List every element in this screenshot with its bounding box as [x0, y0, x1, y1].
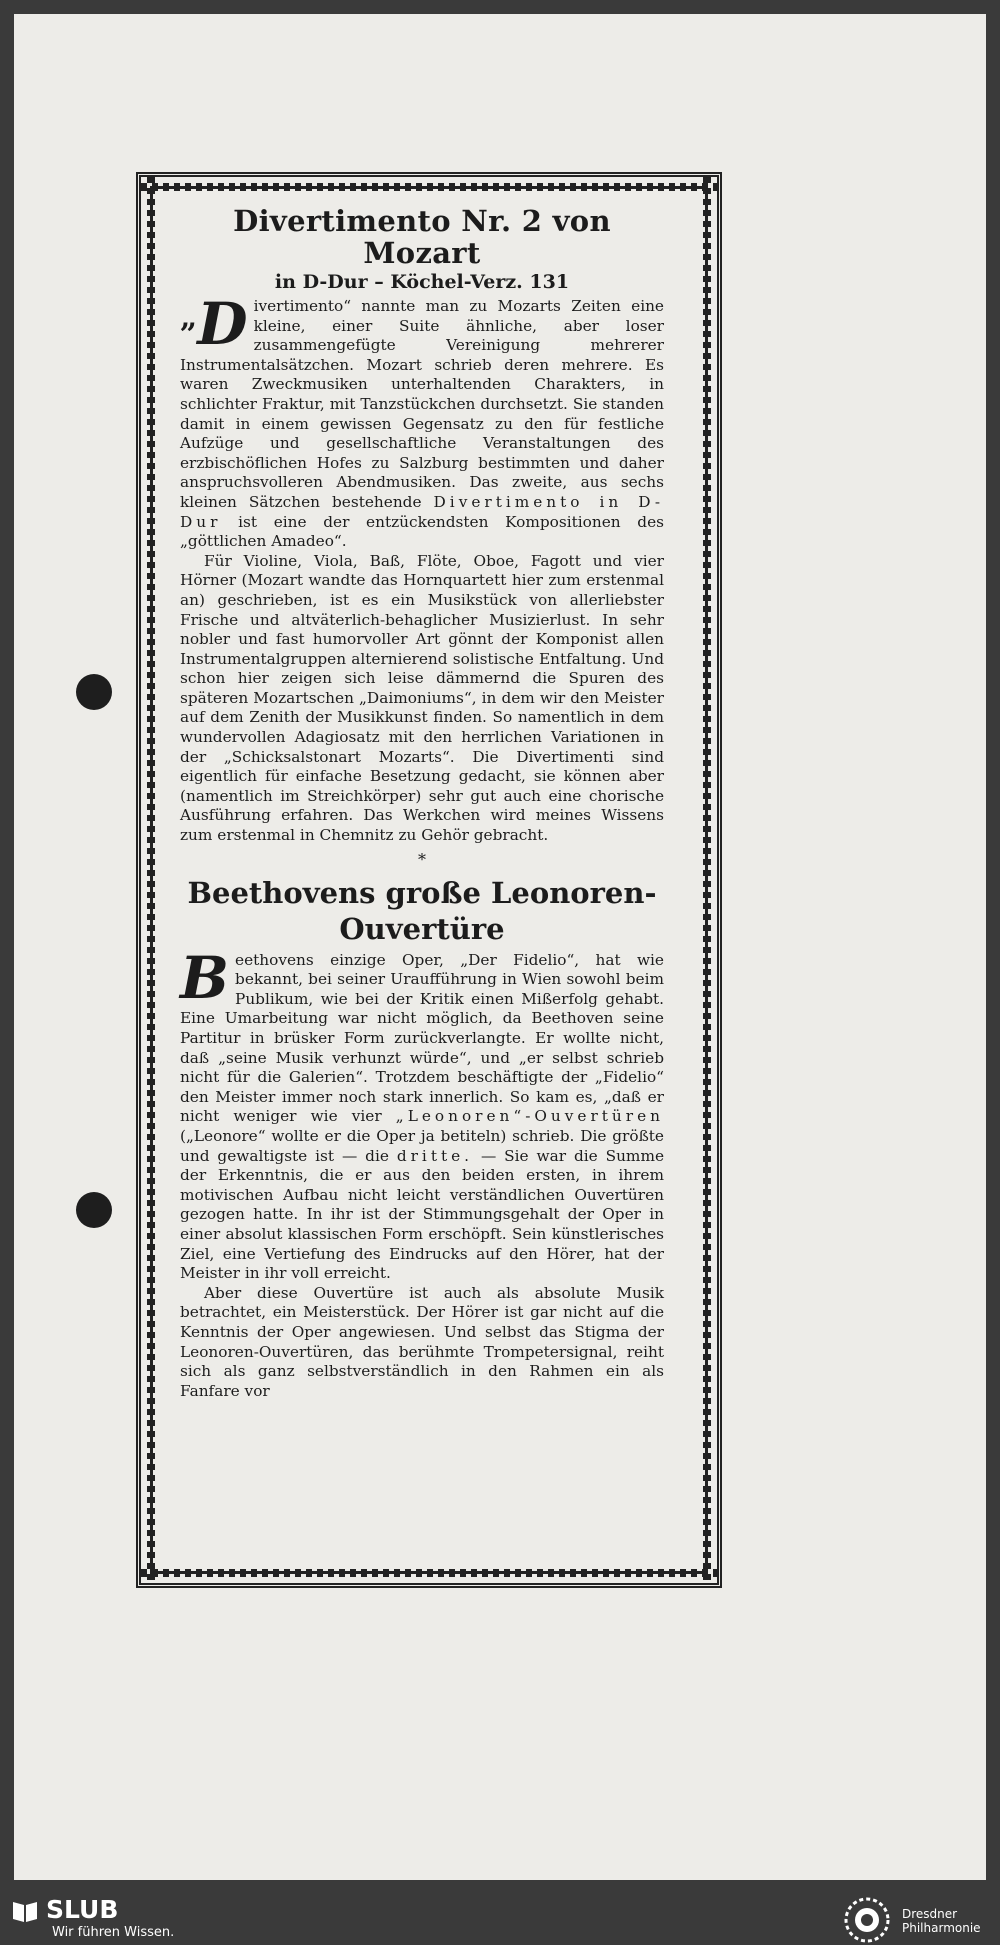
dropcap-b: B: [180, 943, 230, 1012]
paragraph-mozart-1: [180, 290, 664, 552]
article-title-mozart: Divertimento Nr. 2 von Mozart: [233, 204, 611, 270]
punch-hole-upper: [76, 674, 112, 710]
paragraph-beethoven-1-a: eethovens einzige Oper, „Der Fidelio“, hat wie bekannt, bei seiner Uraufführung in Wien sowohl beim Publikum, wie bei der Kritik einen Mißerfolg gehabt. Eine Umarbeitung war nicht möglich, da Beethoven seine Partitur in brüsker Form zurückverlangte. Er wollte nicht, daß „seine Musik verhunzt würde“, und „er selbst schrieb nicht für die Galerien“. Trotzdem beschäftigte der „Fidelio“ den Meister immer noch stark innerlich. So kam es, „daß er nicht weniger wie vier: [180, 950, 664, 1126]
paragraph-mozart-1-text: ivertimento“ nannte man zu Mozarts Zeiten eine kleine, einer Suite ähnliche, aber loser zusammengefügte Vereinigung mehrerer Instrumentalsätzchen. Mozart schrieb deren mehrere. Es waren Zweckmusiken unterhaltenden Charakters, in schlichter Fraktur, mit Tanzstückchen durchsetzt. Sie standen damit in einem gewissen Gegensatz zu den für festliche Aufzüge und gesellschaftliche Veranstaltungen des erzbischöflichen Hofes zu Salzburg bestimmten und daher anspruchsvolleren Abendmusiken. Das zweite, aus sechs kleinen Sätzchen bestehende: [180, 297, 664, 511]
paragraph-beethoven-1-spaced1: „Leonoren“-Ouvertüren: [395, 1107, 664, 1126]
paragraph-mozart-1-spaced: Divertimento in D-Dur: [180, 492, 664, 531]
paragraph-mozart-2: Für Violine, Viola, Baß, Flöte, Oboe, Fagott und vier Hörner (Mozart wandte das Hornquartett hier zum erstenmal an) geschrieben, ist es ein Musikstück von allerliebster Frische und altväterlich-behaglicher Musizierlust. In sehr nobler und fast humorvoller Art gönnt der Komponist allen Instrumentalgruppen alternierend solistische Entfaltung. Und schon hier zeigen sich leise dämmernd die Spuren des späteren Mozartschen „Daimoniums“, in dem wir den Meister auf dem Zenith der Musikkunst finden. So namentlich in dem wundervollen Adagiosatz mit den herrlichen Variationen in der „Schicksalstonart Mozarts“. Die Divertimenti sind eigentlich für einfache Besetzung gedacht, sie können aber (namentlich im Streichkörper) sehr gut auch eine chorische Ausführung erfahren. Das Werkchen wird meines Wissens zum erstenmal in Chemnitz zu Gehör gebracht.: [180, 551, 664, 845]
paragraph-beethoven-1: [180, 943, 664, 1284]
dropcap-d: D: [197, 290, 248, 358]
paragraph-beethoven-2: Aber diese Ouvertüre ist auch als absolute Musik betrachtet, ein Meisterstück. Der Hörer ist gar nicht auf die Kenntnis der Oper angewiesen. Und selbst das Stigma der Leonoren-Ouvertüren, das berühmte Trompetersignal, reiht sich als ganz selbstverständlich in den Rahmen ein als Fanfare vor: [180, 1283, 664, 1400]
slub-book-icon[interactable]: [12, 1899, 38, 1923]
paragraph-beethoven-1-c: — Sie war die Summe der Erkenntnis, die er aus den beiden ersten, in ihrem motivischen Aufbau nicht leicht verständlichen Ouvertüren gezogen hatte. In ihr ist der Stimmungsgehalt der Oper in einer absolut klassischen Form erschöpft. Sein künstlerisches Ziel, eine Vertiefung des Eindrucks auf den Hörer, hat der Meister in ihr voll erreicht.: [180, 1146, 664, 1283]
footer-bar: [0, 1895, 1000, 1945]
partner-line-1: Dresdner: [902, 1907, 958, 1921]
opening-quote-mark: „: [180, 300, 198, 335]
punch-hole-lower: [76, 1192, 112, 1228]
partner-logo-text: [902, 1907, 981, 1935]
article-title-beethoven: Beethovens große Leonoren-Ouvertüre: [187, 875, 657, 946]
paragraph-beethoven-1-spaced2: dritte.: [396, 1146, 474, 1165]
slub-logo-text[interactable]: SLUB: [46, 1895, 119, 1924]
philharmonie-emblem-icon[interactable]: [841, 1895, 893, 1945]
partner-line-2: Philharmonie: [902, 1921, 981, 1935]
paragraph-beethoven-1-b: („Leonore“ wollte er die Oper ja betiteln) schrieb. Die größte und gewaltigste ist — die: [180, 1126, 664, 1165]
text-column: [180, 205, 664, 1401]
article-subtitle-mozart: in D-Dur – Köchel-Verz. 131: [274, 271, 570, 293]
paragraph-mozart-1-end: ist eine der entzückendsten Kompositionen des „göttlichen Amadeo“.: [180, 512, 664, 551]
section-separator: *: [418, 849, 426, 869]
slub-tagline: Wir führen Wissen.: [52, 1925, 175, 1940]
